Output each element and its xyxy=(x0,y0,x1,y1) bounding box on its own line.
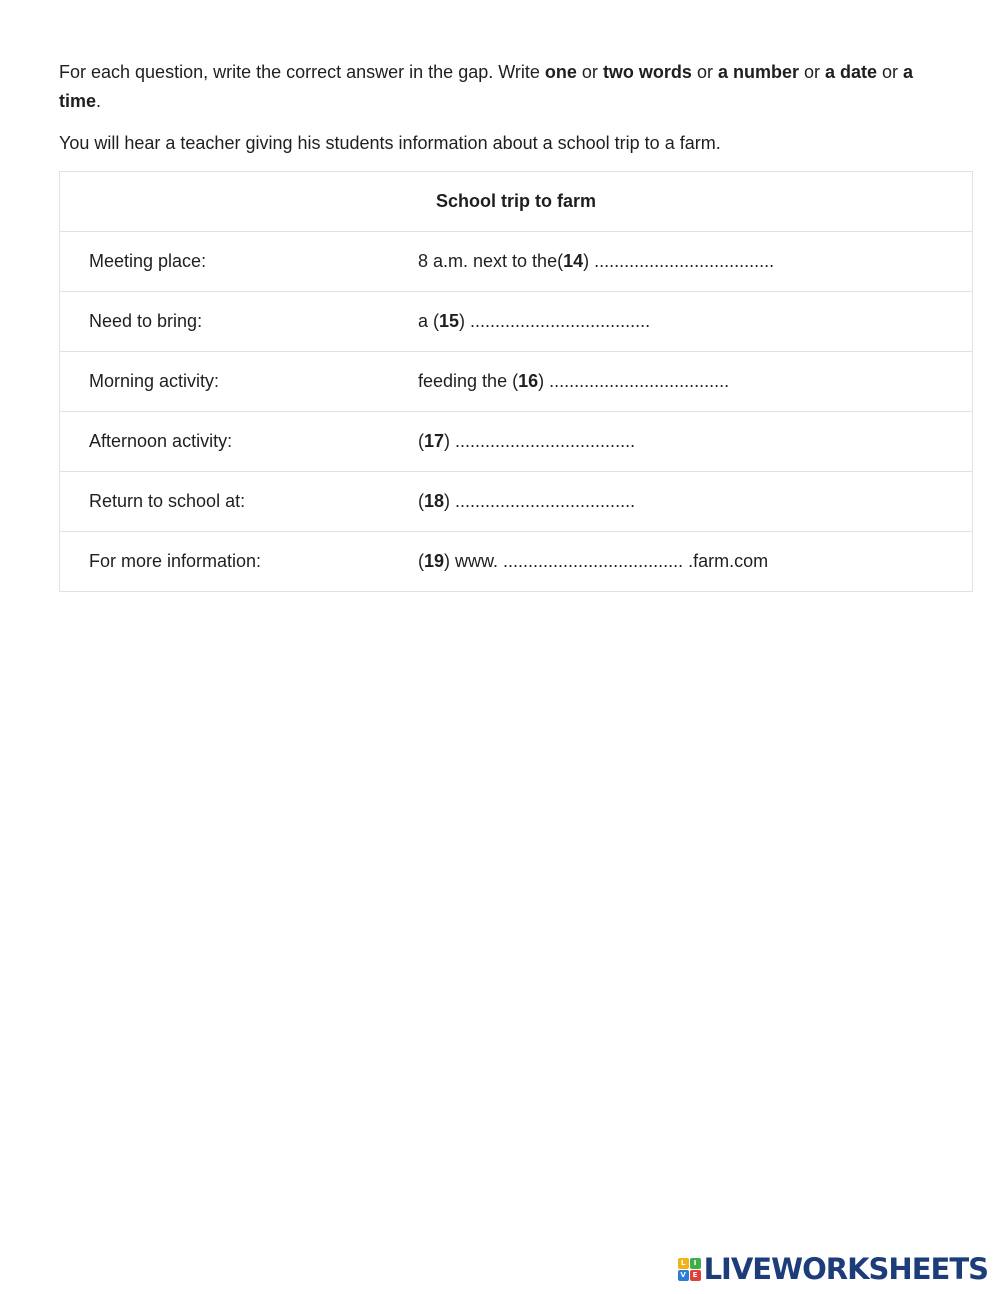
table-row xyxy=(60,232,973,292)
context-text: You will hear a teacher giving his students information about a school trip to a farm. xyxy=(59,133,721,153)
answer-gap-17[interactable]: (17) .................................... xyxy=(390,412,973,472)
logo-tile: V xyxy=(678,1270,689,1281)
answer-gap-19[interactable]: (19) www. .................................... .farm.com xyxy=(418,551,769,571)
table-row xyxy=(60,412,973,472)
liveworksheets-logo xyxy=(678,1252,988,1286)
logo-tile: I xyxy=(690,1258,701,1269)
answer-gap-15[interactable]: a (15) .................................... xyxy=(390,292,973,352)
table-row xyxy=(60,292,973,352)
row-label: For more information: xyxy=(89,551,262,571)
answer-gap-14[interactable]: 8 a.m. next to the(14) .................................... xyxy=(390,232,973,292)
table-title: School trip to farm xyxy=(60,172,973,232)
logo-mark-icon xyxy=(678,1258,701,1281)
answer-gap-18[interactable]: (18) .................................... xyxy=(390,472,973,532)
school-trip-table xyxy=(59,171,973,592)
instructions-text: For each question, write the correct answer in the gap. Write one or two words or a number or a date or a time. xyxy=(59,62,914,111)
row-label: Morning activity: xyxy=(60,352,391,412)
row-label: Meeting place: xyxy=(60,232,391,292)
answer-gap-16[interactable]: feeding the (16) .................................... xyxy=(390,352,973,412)
row-label: Afternoon activity: xyxy=(60,412,391,472)
logo-tile: L xyxy=(678,1258,689,1269)
table-row xyxy=(60,472,973,532)
row-label: Return to school at: xyxy=(60,472,391,532)
logo-tile: E xyxy=(690,1270,701,1281)
logo-text: LIVEWORKSHEETS xyxy=(703,1252,988,1286)
row-label: Need to bring: xyxy=(60,292,391,352)
table-row xyxy=(60,532,973,592)
table-row xyxy=(60,352,973,412)
